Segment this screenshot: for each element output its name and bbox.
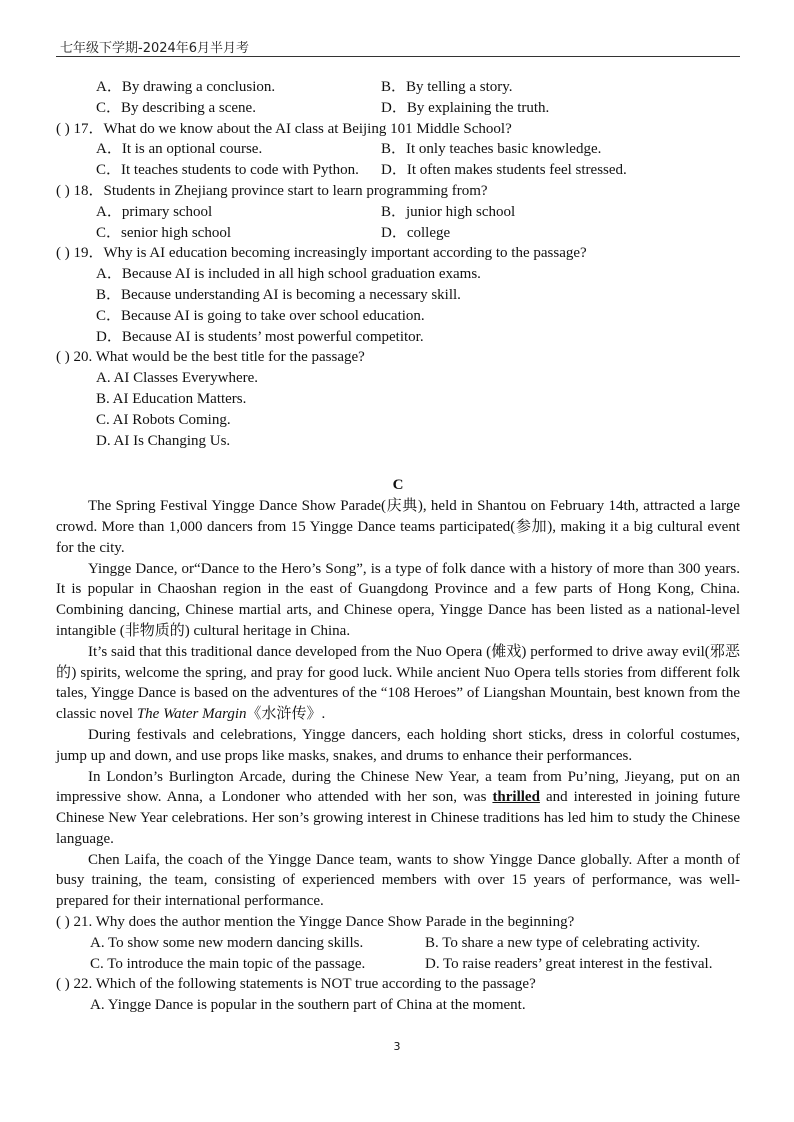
option-a: A．primary school <box>96 203 213 220</box>
option-c: C. To introduce the main topic of the passage. <box>90 955 366 972</box>
question-21 <box>56 912 740 933</box>
passage-paragraph-4: During festivals and celebrations, Yingge dancers, each holding short sticks, dress in colorful costumes, jump up and down, and use props like masks, snakes, and drums to enhance their performances. <box>56 726 740 764</box>
page-number: 3 <box>393 1040 401 1053</box>
page-header: 七年级下学期-2024年6月半月考 <box>60 41 250 56</box>
option-row <box>56 954 740 975</box>
option-d: D．By explaining the truth. <box>381 99 550 116</box>
answer-bracket[interactable]: ( ) <box>56 914 70 931</box>
question-18 <box>56 181 740 202</box>
option-d: D. To raise readers’ great interest in the festival. <box>425 955 713 972</box>
question-stem: 19．Why is AI education becoming increasingly important according to the passage? <box>73 245 587 262</box>
answer-bracket[interactable]: ( ) <box>56 120 70 137</box>
option-a: A．Because AI is included in all high school graduation exams. <box>96 266 481 283</box>
option-a: A. AI Classes Everywhere. <box>96 370 259 387</box>
section-heading: C <box>392 477 404 494</box>
passage-paragraph-6: Chen Laifa, the coach of the Yingge Dance team, wants to show Yingge Dance globally. After a month of busy training, the team, consisting of experienced members with over 15 years of performance, was well-prepared for their international performance. <box>56 851 740 910</box>
paragraph-text: and interested in joining future Chinese New Year celebrations. Her son’s growing interest in Chinese traditions has led him to study the Chinese language. <box>56 789 740 847</box>
question-stem: 21. Why does the author mention the Yingge Dance Show Parade in the beginning? <box>73 914 575 931</box>
option-c: C．By describing a scene. <box>96 99 256 116</box>
option-row <box>56 223 740 244</box>
option-c: C．Because AI is going to take over school education. <box>96 307 425 324</box>
option-row <box>56 202 740 223</box>
paragraph-text: 《水浒传》. <box>246 706 326 723</box>
paragraph-text: In London’s Burlington Arcade, during the Chinese New Year, a team from Pu’ning, Jieyang, put on an impressive show. Anna, a Londoner who attended with her son, was <box>56 768 740 806</box>
option-b: B. To share a new type of celebrating activity. <box>425 934 701 951</box>
option-row <box>56 139 740 160</box>
option-row <box>56 160 740 181</box>
question-stem: 17．What do we know about the AI class at Beijing 101 Middle School? <box>73 120 512 137</box>
highlighted-word: thrilled <box>492 789 540 806</box>
passage-paragraph-2: Yingge Dance, or“Dance to the Hero’s Song”, is a type of folk dance with a history of more than 300 years. It is popular in Chaoshan region in the east of Guangdong Province and a few parts of Hong Kong, China. Combining dancing, Chinese martial arts, and Chinese opera, Yingge Dance has been listed as a national-level intangible (非物质的) cultural heritage in China. <box>56 560 740 639</box>
question-22 <box>56 974 740 995</box>
question-17 <box>56 119 740 140</box>
option-row <box>56 77 740 98</box>
answer-bracket[interactable]: ( ) <box>56 349 70 366</box>
answer-bracket[interactable]: ( ) <box>56 245 70 262</box>
option-b: B．junior high school <box>381 203 516 220</box>
option-d: D．It often makes students feel stressed. <box>381 162 627 179</box>
question-stem: 22. Which of the following statements is NOT true according to the passage? <box>73 976 536 993</box>
question-stem: 20. What would be the best title for the passage? <box>73 349 365 366</box>
novel-title: The Water Margin <box>136 706 247 723</box>
passage-paragraph-5 <box>56 767 740 850</box>
question-20 <box>56 347 740 368</box>
option-b: B．It only teaches basic knowledge. <box>381 141 602 158</box>
answer-bracket[interactable]: ( ) <box>56 976 70 993</box>
spacer <box>56 451 740 471</box>
header-divider <box>56 56 740 57</box>
paragraph-text: It’s said that this traditional dance developed from the Nuo Opera (傩戏) performed to drive away evil(邪恶的) spirits, welcome the spring, and pray for good luck. While ancient Nuo Opera tells stories from different folk tales, Yingge Dance is based on the adventures of the “108 Heroes” of Liangshan Mountain, best known from the classic novel <box>56 643 740 723</box>
document-body <box>56 77 740 1016</box>
passage-paragraph-1: The Spring Festival Yingge Dance Show Parade(庆典), held in Shantou on February 14th, attracted a large crowd. More than 1,000 dancers from 15 Yingge Dance teams participated(参加), making it a big cultural event for the city. <box>56 498 740 556</box>
answer-bracket[interactable]: ( ) <box>56 182 70 199</box>
passage-paragraph-3 <box>56 642 740 725</box>
option-b: B．By telling a story. <box>381 79 513 95</box>
question-19 <box>56 243 740 264</box>
option-d: D．Because AI is students’ most powerful competitor. <box>96 328 424 345</box>
option-a: A. To show some new modern dancing skills. <box>90 934 364 951</box>
option-c: C．senior high school <box>96 224 231 241</box>
option-d: D. AI Is Changing Us. <box>96 432 231 449</box>
option-b: B．Because understanding AI is becoming a necessary skill. <box>96 286 461 303</box>
question-stem: 18．Students in Zhejiang province start to learn programming from? <box>73 182 488 199</box>
option-row <box>56 98 740 119</box>
option-a: A．It is an optional course. <box>96 141 263 158</box>
option-a: A. Yingge Dance is popular in the southern part of China at the moment. <box>90 997 526 1014</box>
option-a: A．By drawing a conclusion. <box>96 79 276 95</box>
option-d: D．college <box>381 224 451 241</box>
option-c: C．It teaches students to code with Python. <box>96 162 359 179</box>
option-row <box>56 933 740 954</box>
option-c: C. AI Robots Coming. <box>96 411 231 428</box>
option-b: B. AI Education Matters. <box>96 390 247 407</box>
